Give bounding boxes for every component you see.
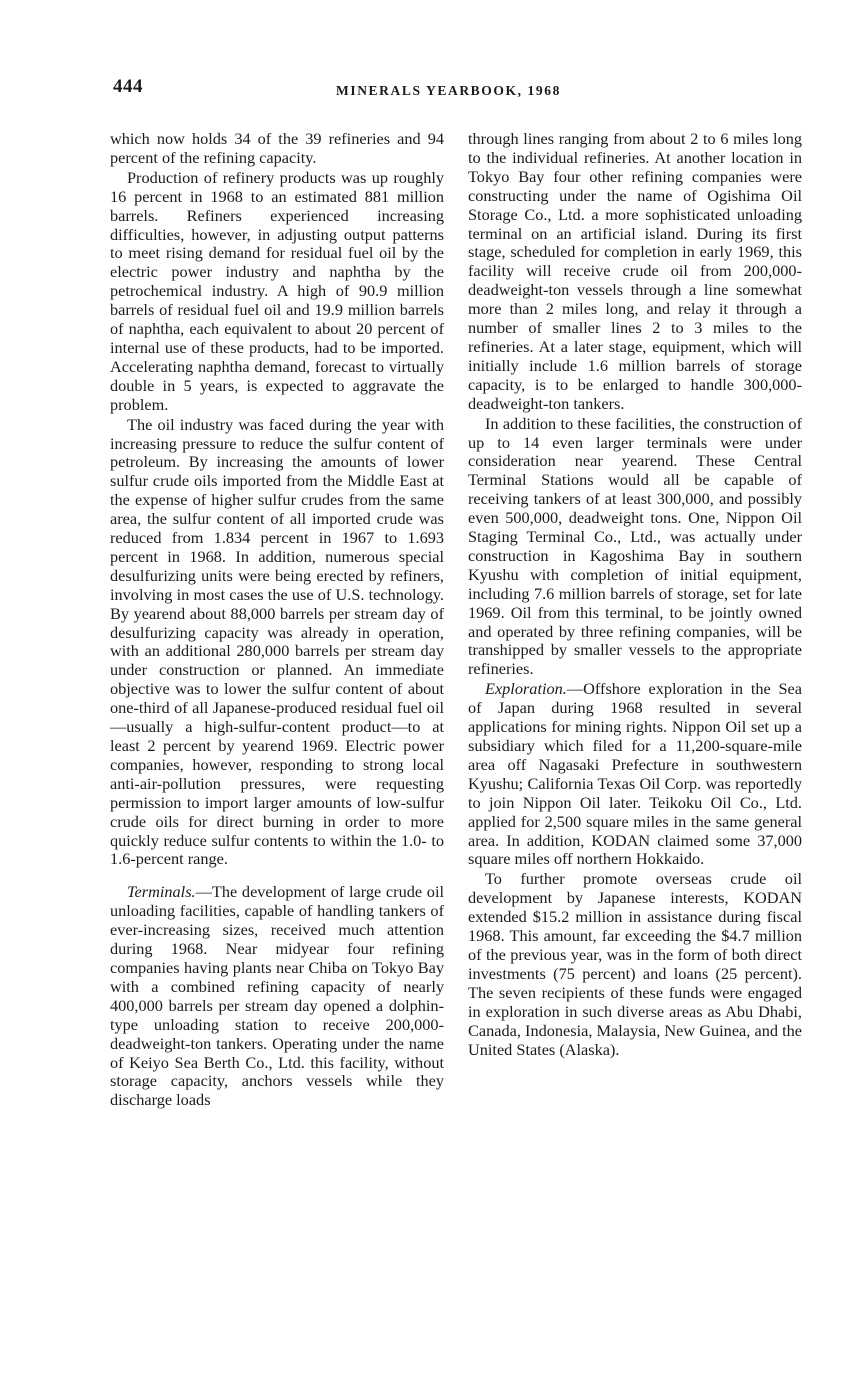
paragraph-sulfur-content: The oil industry was faced during the year with increasing pressure to reduce the sulfur content of petroleum. By increasing the amounts of lower sulfur crude oils imported from the Middle East at the expense of higher sulfur crudes from the same area, the sulfur content of all imported crude was reduced from 1.834 percent in 1967 to 1.693 percent in 1968. In addition, numerous special desulfurizing units were being erected by refiners, involving in most cases the use of U.S. technology. By yearend about 88,000 barrels per stream day of desulfurizing capacity was already in operation, with an additional 280,000 barrels per stream day under construction or planned. An immediate objective was to lower the sulfur content of about one-third of all Japanese-produced residual fuel oil —usually a high-sulfur-content product—to at least 2 percent by yearend 1969. Electric power companies, however, responding to strong local anti-air-pollution pressures, were requesting permission to import larger amounts of low-sulfur crude oils for direct burning in order to more quickly reduce sulfur contents to within the 1.0- to 1.6-percent range. xyxy=(110,414,444,869)
paragraph-terminals xyxy=(110,883,444,1110)
left-column xyxy=(110,130,444,1110)
paragraph-terminal-lines: through lines ranging from about 2 to 6 miles long to the individual refineries. At another location in Tokyo Bay four other refining companies were constructing under the name of Ogishima Oil Storage Co., Ltd. a more sophisticated unloading terminal on an artificial island. During its first stage, scheduled for completion in early 1969, this facility will receive crude oil from 200,000-deadweight-ton vessels through a line somewhat more than 2 miles long, and relay it through a number of smaller lines 2 to 3 miles to the refineries. At a later stage, equipment, which will initially include 1.6 million barrels of storage capacity, is to be enlarged to handle 300,000-deadweight-ton tankers. xyxy=(468,129,802,413)
exploration-text: —Offshore exploration in the Sea of Japan during 1968 resulted in several applications for mining rights. Nippon Oil set up a subsidiary which filed for a 11,200-square-mile area off Nagasaki Prefecture in southwestern Kyushu; California Texas Oil Corp. was reportedly to join Nippon Oil later. Teikoku Oil Co., Ltd. applied for 2,500 square miles in the same general area. In addition, KODAN claimed some 37,000 square miles off northern Hokkaido. xyxy=(468,679,802,869)
paragraph-refinery-production: Production of refinery products was up roughly 16 percent in 1968 to an estimated 881 million barrels. Refiners experienced increasing difficulties, however, in adjusting output patterns to meet rising demand for residual fuel oil by the electric power industry and naphtha by the petrochemical industry. A high of 90.9 million barrels of residual fuel oil and 19.9 million barrels of naphtha, each equivalent to about 20 percent of internal use of these products, had to be imported. Accelerating naphtha demand, forecast to virtually double in 5 years, is expected to aggravate the problem. xyxy=(110,167,444,414)
exploration-heading: Exploration. xyxy=(485,679,567,699)
paragraph-refineries-share: which now holds 34 of the 39 refineries and 94 percent of the refining capacity. xyxy=(110,129,444,167)
paragraph-exploration xyxy=(468,680,802,869)
running-title: MINERALS YEARBOOK, 1968 xyxy=(336,83,561,98)
terminals-heading: Terminals. xyxy=(127,882,196,902)
paragraph-central-terminals: In addition to these facilities, the construction of up to 14 even larger terminals were under consideration near yearend. These Central Terminal Stations would all be capable of receiving tankers of at least 300,000, and possibly even 500,000, deadweight tons. One, Nippon Oil Staging Terminal Co., Ltd., was actually under construction in Kagoshima Bay in southern Kyushu with completion of initial equipment, including 7.6 million barrels of storage, set for late 1969. Oil from this terminal, to be jointly owned and operated by three refining companies, will be transhipped by smaller vessels to the appropriate refineries. xyxy=(468,413,802,679)
right-column xyxy=(468,130,802,1059)
page-number: 444 xyxy=(113,76,143,97)
terminals-text: —The development of large crude oil unloading facilities, capable of handling tankers of ever-increasing sizes, received much attention during 1968. Near midyear four refining companies having plants near Chiba on Tokyo Bay with a combined refining capacity of nearly 400,000 barrels per stream day opened a dolphin-type unloading station to receive 200,000-deadweight-ton tankers. Operating under the name of Keiyo Sea Berth Co., Ltd. this facility, without storage capacity, anchors vessels while they discharge loads xyxy=(110,882,444,1110)
paragraph-kodan-assistance: To further promote overseas crude oil development by Japanese interests, KODAN extended $15.2 million in assistance during fiscal 1968. This amount, far exceeding the $4.7 million of the previous year, was in the form of both direct investments (75 percent) and loans (25 percent). The seven recipients of these funds were engaged in exploration in such diverse areas as Abu Dhabi, Canada, Indonesia, Malaysia, New Guinea, and the United States (Alaska). xyxy=(468,869,802,1059)
